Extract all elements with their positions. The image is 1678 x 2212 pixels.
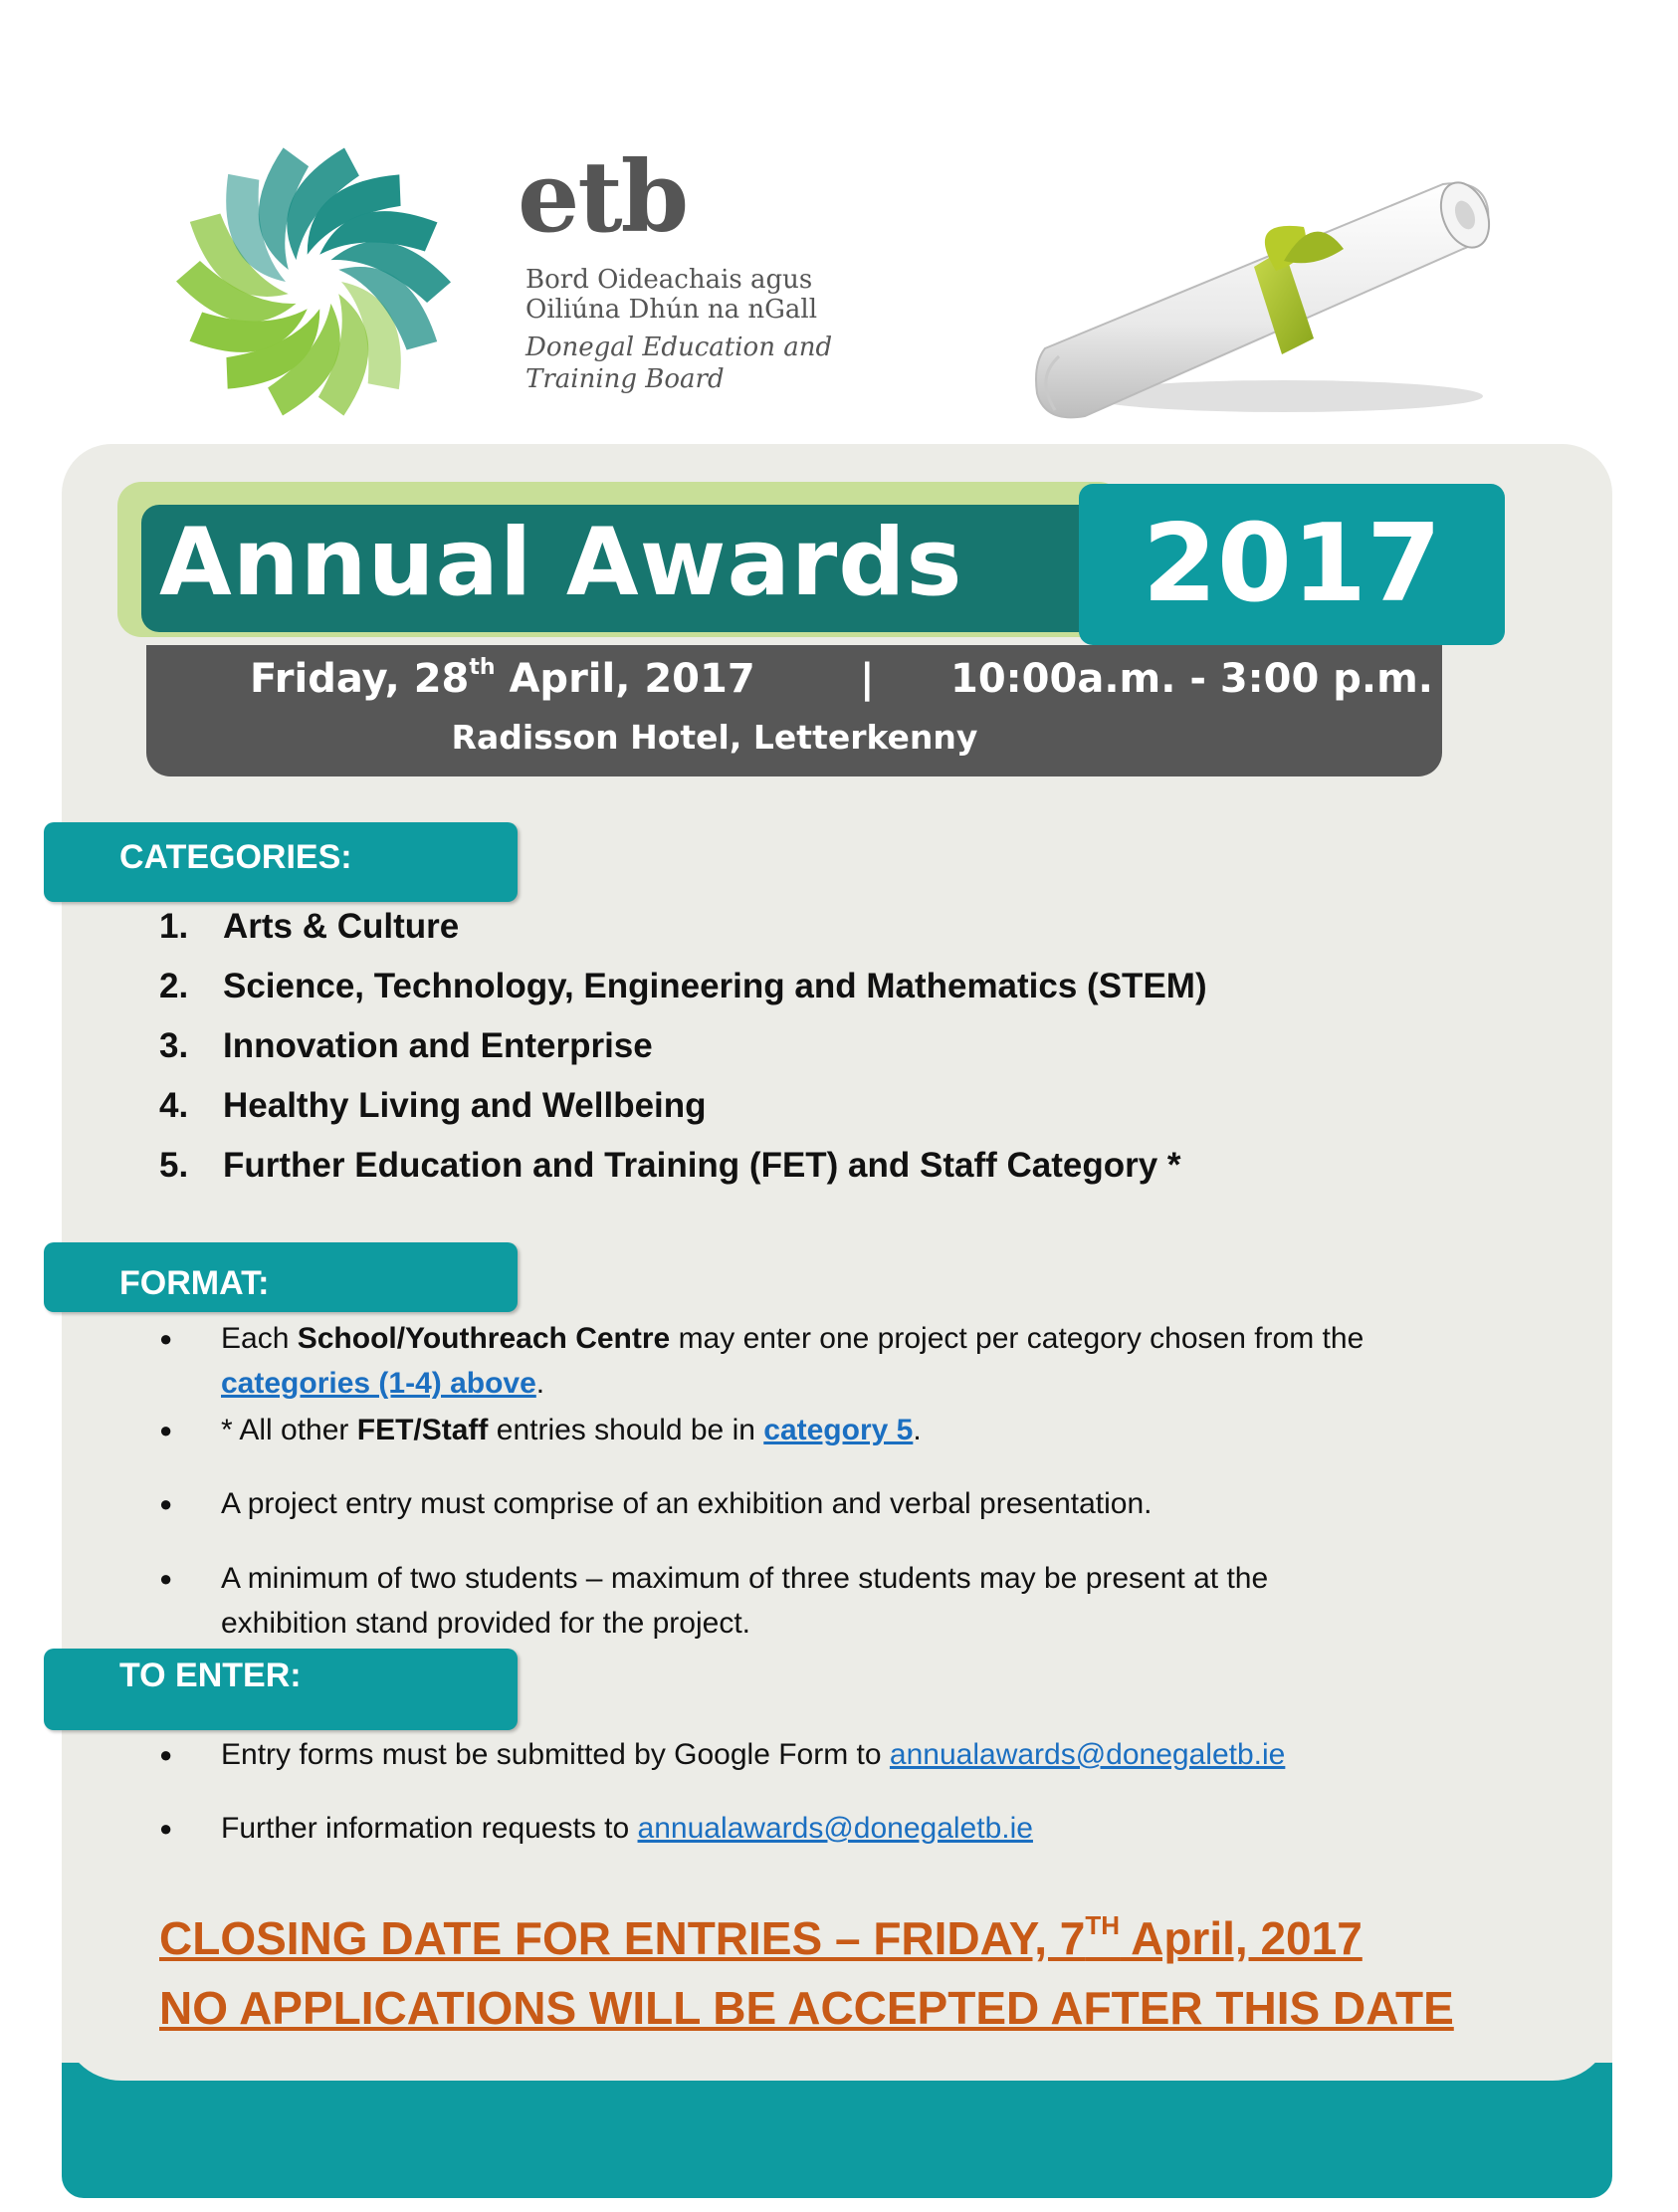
format-heading: FORMAT: <box>119 1264 270 1302</box>
diploma-scroll-icon <box>1015 149 1513 438</box>
format-bullet-4: ● A minimum of two students – maximum of three students may be present at the exhibition stand provided for the project. <box>159 1556 1513 1648</box>
date-separator: | <box>860 656 875 702</box>
event-time: 10:00a.m. - 3:00 p.m. <box>950 656 1433 702</box>
list-item: 3. Innovation and Enterprise <box>159 1026 653 1065</box>
bullet-icon: ● <box>159 1566 173 1591</box>
format-bullet-1: ● Each School/Youthreach Centre may enter one project per category chosen from the categories (1-4) above. <box>159 1316 1513 1408</box>
to-enter-heading: TO ENTER: <box>119 1657 302 1694</box>
info-email-link[interactable]: annualawards@donegaletb.ie <box>637 1812 1033 1845</box>
bullet-icon: ● <box>159 1742 173 1767</box>
format-bullet-3: ● A project entry must comprise of an exhibition and verbal presentation. <box>159 1481 1513 1527</box>
format-header <box>44 1242 518 1312</box>
categories-header <box>44 822 518 902</box>
list-item: 4. Healthy Living and Wellbeing <box>159 1086 707 1125</box>
to-enter-header <box>44 1649 518 1730</box>
format-bullet-2: ● * All other FET/Staff entries should be in category 5. <box>159 1408 1513 1453</box>
page-title: Annual Awards <box>159 509 963 617</box>
bullet-icon: ● <box>159 1816 173 1841</box>
category-5-link[interactable]: category 5 <box>763 1414 914 1446</box>
bullet-icon: ● <box>159 1418 173 1442</box>
enter-bullet-2: ● Further information requests to annualawards@donegaletb.ie <box>159 1806 1513 1852</box>
etb-wordmark: etb <box>518 140 688 255</box>
closing-date-line: CLOSING DATE FOR ENTRIES – FRIDAY, 7TH April, 2017 <box>159 1910 1363 1964</box>
logo-line-irish-1: Bord Oideachais agus <box>525 265 813 295</box>
closing-warning-line: NO APPLICATIONS WILL BE ACCEPTED AFTER THIS DATE <box>159 1982 1454 2034</box>
list-item: 1. Arts & Culture <box>159 907 460 946</box>
year-label: 2017 <box>1142 502 1442 626</box>
categories-link[interactable]: categories (1-4) above <box>221 1367 536 1400</box>
categories-heading: CATEGORIES: <box>119 838 352 876</box>
footer-band <box>62 2063 1612 2198</box>
event-venue: Radisson Hotel, Letterkenny <box>451 718 978 757</box>
list-item: 2. Science, Technology, Engineering and Mathematics (STEM) <box>159 967 1207 1005</box>
logo-line-english-2: Training Board <box>525 364 725 394</box>
list-item: 5. Further Education and Training (FET) and Staff Category * <box>159 1146 1181 1185</box>
event-date: Friday, 28th April, 2017 <box>250 655 755 702</box>
entry-email-link[interactable]: annualawards@donegaletb.ie <box>889 1738 1286 1771</box>
logo-line-english-1: Donegal Education and <box>525 332 833 362</box>
bullet-icon: ● <box>159 1491 173 1516</box>
categories-list <box>159 904 1207 1203</box>
logo-line-irish-2: Oiliúna Dhún na nGall <box>525 295 818 325</box>
etb-swirl-logo-icon <box>164 137 463 426</box>
enter-bullet-1: ● Entry forms must be submitted by Google Form to annualawards@donegaletb.ie <box>159 1732 1513 1778</box>
bullet-icon: ● <box>159 1326 173 1351</box>
